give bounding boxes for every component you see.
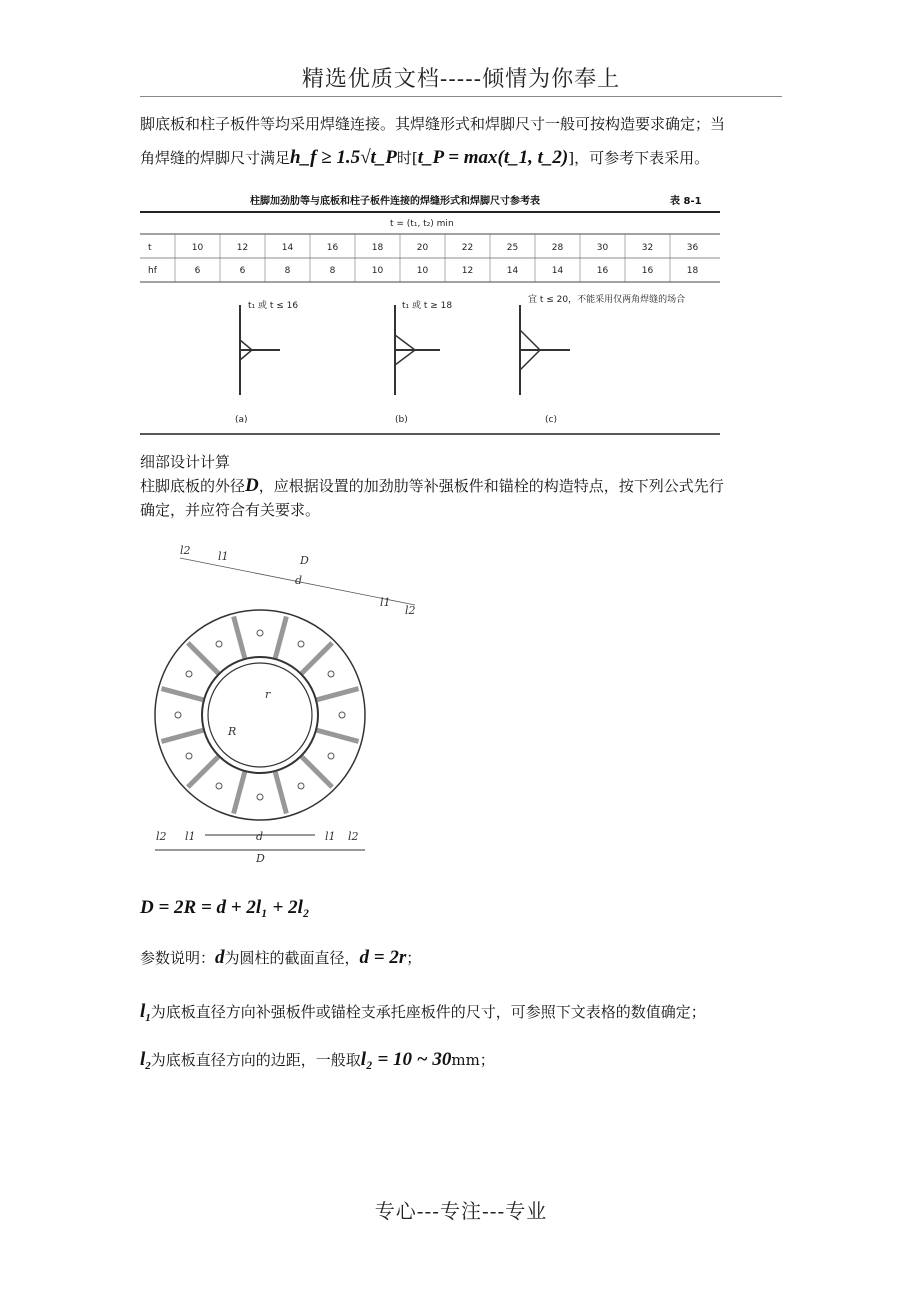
weld-sketch-c [520,293,685,425]
page-footer: 专心---专注---专业 [374,1199,548,1223]
cell-hf-6: 12 [461,266,474,276]
stiffener-rib [161,689,204,700]
stiffener-ribs [161,616,358,813]
weld-condition-formula: h_f ≥ 1.5√t_P [290,147,397,168]
cell-t-10: 32 [641,243,654,253]
row-t-label: t [148,243,152,253]
sketch-a-note: t₁ 或 t ≤ 16 [248,301,299,311]
stiffener-rib [301,756,332,787]
stiffener-rib [234,771,245,814]
label-r: r [265,688,271,701]
sketch-b-note: t₁ 或 t ≥ 18 [402,301,453,311]
stiffener-rib [316,689,359,700]
base-plate-diagram [140,540,430,870]
stiffener-rib [234,616,245,659]
label-D-bottom: D [256,852,265,865]
weld-sketch-a [235,299,298,425]
d-equals-2r: d = 2r [359,947,407,968]
stiffener-rib [301,643,332,674]
page-header: 精选优质文档-----倾情为你奉上 [301,67,621,92]
table-number: 表 8-1 [670,196,702,207]
section-heading: 细部设计计算 [140,453,231,471]
anchor-bolt-marker [339,712,345,718]
stiffener-rib [188,643,219,674]
cell-t-0: 10 [191,243,204,253]
params-line-1-suffix: ； [406,949,422,967]
label-d-bottom: d [256,830,264,843]
params-line-3-mid: 为底板直径方向的边距，一般取 [150,1051,361,1069]
var-l2-sub: 2 [145,1060,151,1072]
cell-hf-9: 16 [596,266,609,276]
cell-hf-8: 14 [551,266,564,276]
label-l2-bottom-right: l2 [348,830,359,843]
label-d-top: d [295,574,303,587]
label-l1-top: l1 [218,550,229,563]
section-line-1-prefix: 柱脚底板的外径 [140,477,246,495]
label-l1-bottom-right: l1 [325,830,336,843]
params-line-1-mid: 为圆柱的截面直径， [224,949,360,967]
label-R: R [228,725,237,738]
intro-line-1: 脚底板和柱子板件等均采用焊缝连接。其焊缝形式和焊脚尺寸一般可按构造要求确定；当 [140,115,726,133]
table-title: 柱脚加劲肋等与底板和柱子板件连接的焊缝形式和焊脚尺寸参考表 [250,196,540,207]
var-D: D [245,475,259,496]
cell-t-3: 16 [326,243,339,253]
sketch-a-caption: (a) [235,415,248,425]
cell-hf-5: 10 [416,266,429,276]
var-d: d [215,947,225,968]
params-line-3-unit: mm； [451,1051,495,1069]
cell-hf-7: 14 [506,266,519,276]
formula-D: D = 2R = d + 2l₁ + 2l₂ [140,897,310,918]
cell-t-8: 28 [551,243,564,253]
cell-hf-10: 16 [641,266,654,276]
header-divider [140,96,782,97]
weld-reference-table-figure [140,190,720,438]
column-outer-circle [202,657,318,773]
sketch-c-caption: (c) [545,415,557,425]
cell-hf-4: 10 [371,266,384,276]
section-line-1-suffix: ，应根据设置的加劲肋等补强板件和锚栓的构造特点，按下列公式先行 [258,477,724,495]
main-formula [140,896,310,920]
stiffener-rib [275,771,286,814]
anchor-bolt-marker [298,641,304,647]
cell-t-2: 14 [281,243,294,253]
params-line-2 [140,1000,706,1030]
cell-hf-3: 8 [329,266,336,276]
column-inner-circle [208,663,312,767]
stiffener-rib [188,756,219,787]
weld-sketch-b [395,299,452,425]
cell-hf-2: 8 [284,266,291,276]
cell-t-7: 25 [506,243,519,253]
intro-line-2 [140,146,709,170]
anchor-bolt-marker [216,783,222,789]
row-hf-label: hf [148,266,157,276]
cell-hf-11: 18 [686,266,699,276]
table-subheader: t = (t₁, t₂) min [390,219,454,229]
anchor-bolt-marker [175,712,181,718]
label-l2-top: l2 [180,544,191,557]
label-l1-right: l1 [380,596,391,609]
anchor-bolt-marker [298,783,304,789]
section-line-2: 确定，并应符合有关要求。 [140,501,321,519]
label-l2-right: l2 [405,604,416,617]
anchor-bolt-marker [257,630,263,636]
anchor-bolt-marker [328,753,334,759]
var-l1-sub: 1 [145,1012,151,1024]
cell-t-11: 36 [686,243,699,253]
params-line-1 [140,946,421,970]
label-D-top: D [300,554,309,567]
cell-hf-0: 6 [194,266,201,276]
var-l1: l [140,1001,146,1022]
label-l1-bottom-left: l1 [185,830,196,843]
cell-hf-1: 6 [239,266,246,276]
intro-line-2-mid: 时[ [396,149,418,167]
intro-line-2-suffix: ]，可参考下表采用。 [568,149,710,167]
anchor-bolt-marker [328,671,334,677]
var-l2: l [140,1049,146,1070]
stiffener-rib [275,616,286,659]
stiffener-rib [316,730,359,741]
params-line-2-text: 为底板直径方向补强板件或锚栓支承托座板件的尺寸，可参照下文表格的数值确定； [150,1003,706,1021]
anchor-bolt-marker [186,671,192,677]
intro-line-2-prefix: 角焊缝的焊脚尺寸满足 [140,149,291,167]
section-line-1 [140,474,724,498]
cell-t-4: 18 [371,243,384,253]
sketch-c-note: 宜 t ≤ 20，不能采用仅两角焊缝的场合 [528,295,686,305]
anchor-bolt-marker [257,794,263,800]
cell-t-6: 22 [461,243,474,253]
anchor-bolt-marker [186,753,192,759]
cell-t-5: 20 [416,243,429,253]
anchor-bolt-marker [216,641,222,647]
stiffener-rib [161,730,204,741]
label-l2-bottom-left: l2 [156,830,167,843]
l2-range: l₂ = 10 ~ 30 [360,1049,452,1070]
cell-t-9: 30 [596,243,609,253]
cell-t-1: 12 [236,243,249,253]
outer-circle [155,610,365,820]
params-prefix: 参数说明： [140,949,216,967]
params-line-3 [140,1048,495,1078]
sketch-b-caption: (b) [395,415,408,425]
tp-formula: t_P = max(t_1, t_2) [417,147,569,168]
